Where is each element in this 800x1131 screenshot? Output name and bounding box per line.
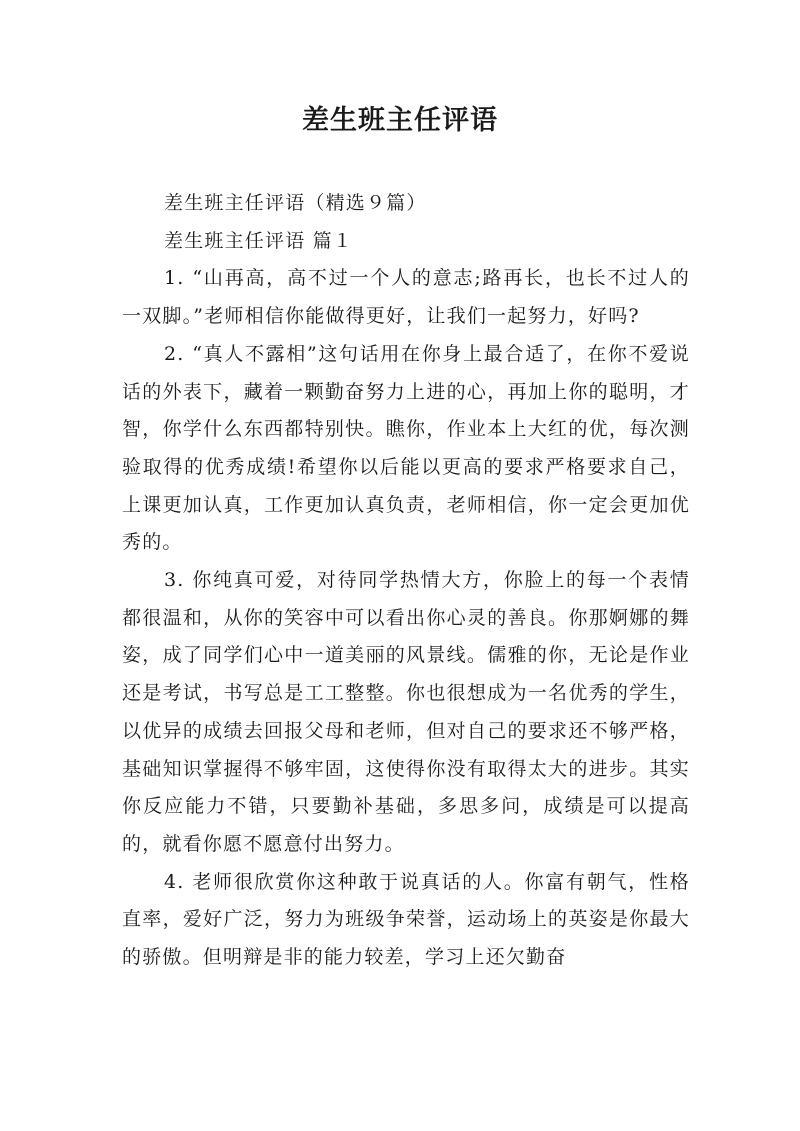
section-heading: 差生班主任评语 篇１ [164,229,354,252]
comment-paragraph-1: 1. “山再高，高不过一个人的意志;路再长，也长不过人的一双脚。”老师相信你能做得更好，让我们一起努力，好吗? [122,267,690,328]
comment-paragraph-4: 4. 老师很欣赏你这种敢于说真话的人。你富有朝气，性格直率，爱好广泛，努力为班级争荣誉，运动场上的英姿是你最大的骄傲。但明辩是非的能力较差，学习上还欠勤奋 [122,870,690,969]
subtitle-paragraph: 差生班主任评语（精选９篇） [164,192,427,214]
document-title: 差生班主任评语 [302,105,498,136]
document-body [122,185,690,977]
comment-paragraph-2: 2. “真人不露相”这句话用在你身上最合适了，在你不爱说话的外表下，藏着一颗勤奋努力上进的心，再加上你的聪明，才智，你学什么东西都特别快。瞧你，作业本上大红的优，每次测验取得的优秀成绩!希望你以后能以更高的要求严格要求自己，上课更加认真，工作更加认真负责，老师相信，你一定会更加优秀的。 [122,342,690,554]
comment-paragraph-3: 3. 你纯真可爱，对待同学热情大方，你脸上的每一个表情都很温和，从你的笑容中可以看出你心灵的善良。你那婀娜的舞姿，成了同学们心中一道美丽的风景线。儒雅的你，无论是作业还是考试，书写总是工工整整。你也很想成为一名优秀的学生，以优异的成绩去回报父母和老师，但对自己的要求还不够严格，基础知识掌握得不够牢固，这使得你没有取得太大的进步。其实你反应能力不错，只要勤补基础，多思多问，成绩是可以提高的，就看你愿不愿意付出努力。 [122,569,690,855]
